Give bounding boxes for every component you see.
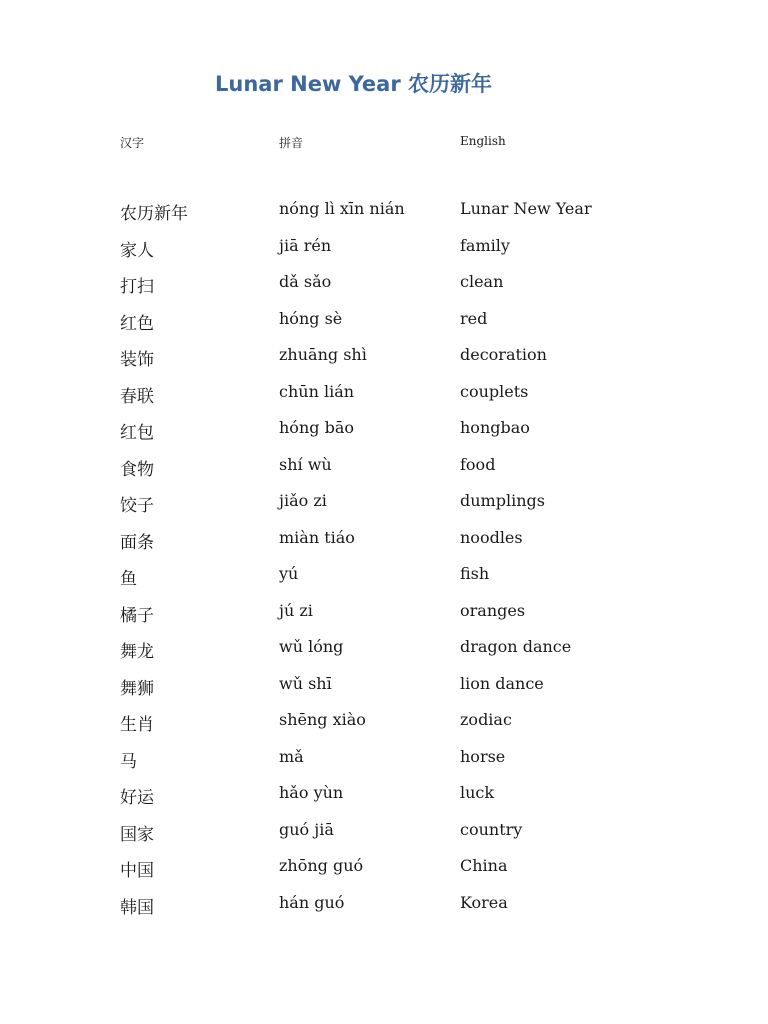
cell-english: clean (460, 272, 504, 291)
cell-hanzi: 面条 (120, 532, 154, 553)
table-row (0, 599, 768, 636)
cell-hanzi: 国家 (120, 824, 154, 845)
cell-english: noodles (460, 527, 523, 547)
cell-hanzi: 春联 (120, 386, 154, 407)
cell-english: dragon dance (460, 637, 572, 656)
cell-pinyin: jiā rén (279, 235, 332, 255)
cell-hanzi: 红色 (120, 313, 154, 334)
table-header (0, 134, 768, 152)
table-row (0, 745, 768, 782)
table-row (0, 343, 768, 380)
table-row (0, 234, 768, 271)
cell-hanzi: 农历新年 (120, 204, 188, 224)
cell-pinyin: chūn lián (279, 381, 355, 401)
vocabulary-table (0, 197, 768, 927)
cell-pinyin: shí wù (279, 454, 332, 474)
cell-hanzi: 饺子 (120, 496, 154, 516)
table-row (0, 526, 768, 563)
cell-english: fish (460, 564, 490, 583)
table-row (0, 818, 768, 855)
header-pinyin: 拼音 (279, 136, 304, 150)
cell-hanzi: 家人 (120, 240, 154, 261)
cell-hanzi: 鱼 (120, 569, 137, 589)
cell-hanzi: 好运 (120, 788, 154, 808)
table-row (0, 854, 768, 891)
cell-english: food (460, 454, 496, 474)
cell-hanzi: 韩国 (120, 897, 154, 918)
cell-english: hongbao (460, 418, 530, 437)
cell-english: zodiac (460, 710, 512, 729)
cell-english: decoration (460, 345, 547, 364)
cell-english: Lunar New Year (460, 199, 592, 218)
cell-pinyin: nóng lì xīn nián (279, 199, 405, 218)
cell-english: China (460, 856, 508, 875)
cell-english: dumplings (460, 491, 545, 510)
cell-pinyin: hóng sè (279, 308, 343, 328)
table-row (0, 891, 768, 928)
table-row (0, 489, 768, 526)
cell-english: family (460, 235, 510, 255)
table-row (0, 197, 768, 234)
cell-english: oranges (460, 600, 526, 620)
cell-pinyin: jú zi (279, 600, 313, 620)
cell-pinyin: hán guó (279, 892, 345, 912)
cell-hanzi: 中国 (120, 861, 154, 881)
cell-hanzi: 红包 (120, 423, 154, 443)
cell-hanzi: 马 (120, 751, 137, 772)
table-row (0, 380, 768, 417)
cell-pinyin: yú (279, 564, 299, 583)
cell-english: lion dance (460, 673, 544, 693)
table-row (0, 453, 768, 490)
cell-hanzi: 装饰 (120, 350, 154, 370)
cell-pinyin: jiǎo zi (279, 491, 327, 510)
cell-pinyin: mǎ (279, 746, 304, 766)
cell-hanzi: 打扫 (120, 277, 154, 297)
cell-pinyin: dǎ sǎo (279, 272, 332, 291)
cell-english: luck (460, 783, 495, 802)
table-row (0, 416, 768, 453)
header-english: English (460, 134, 506, 148)
table-row (0, 307, 768, 344)
page-title: Lunar New Year 农历新年 (215, 72, 493, 96)
table-row (0, 562, 768, 599)
table-row (0, 672, 768, 709)
cell-pinyin: miàn tiáo (279, 527, 355, 547)
cell-english: Korea (460, 892, 508, 912)
cell-hanzi: 舞龙 (120, 642, 154, 662)
cell-pinyin: zhuāng shì (279, 345, 367, 364)
cell-pinyin: wǔ shī (279, 673, 332, 693)
cell-hanzi: 舞狮 (120, 678, 154, 699)
cell-hanzi: 食物 (120, 459, 154, 480)
table-row (0, 635, 768, 672)
cell-english: country (460, 819, 523, 839)
cell-pinyin: shēng xiào (279, 710, 366, 729)
cell-english: red (460, 308, 488, 328)
cell-hanzi: 生肖 (120, 715, 154, 735)
cell-hanzi: 橘子 (120, 605, 154, 626)
table-row (0, 708, 768, 745)
cell-pinyin: wǔ lóng (279, 637, 344, 656)
cell-english: couplets (460, 381, 529, 401)
table-row (0, 270, 768, 307)
cell-pinyin: zhōng guó (279, 856, 364, 875)
cell-pinyin: hóng bāo (279, 418, 354, 437)
table-row (0, 781, 768, 818)
header-hanzi: 汉字 (120, 136, 145, 150)
cell-pinyin: guó jiā (279, 819, 334, 839)
cell-english: horse (460, 746, 506, 766)
cell-pinyin: hǎo yùn (279, 783, 344, 802)
